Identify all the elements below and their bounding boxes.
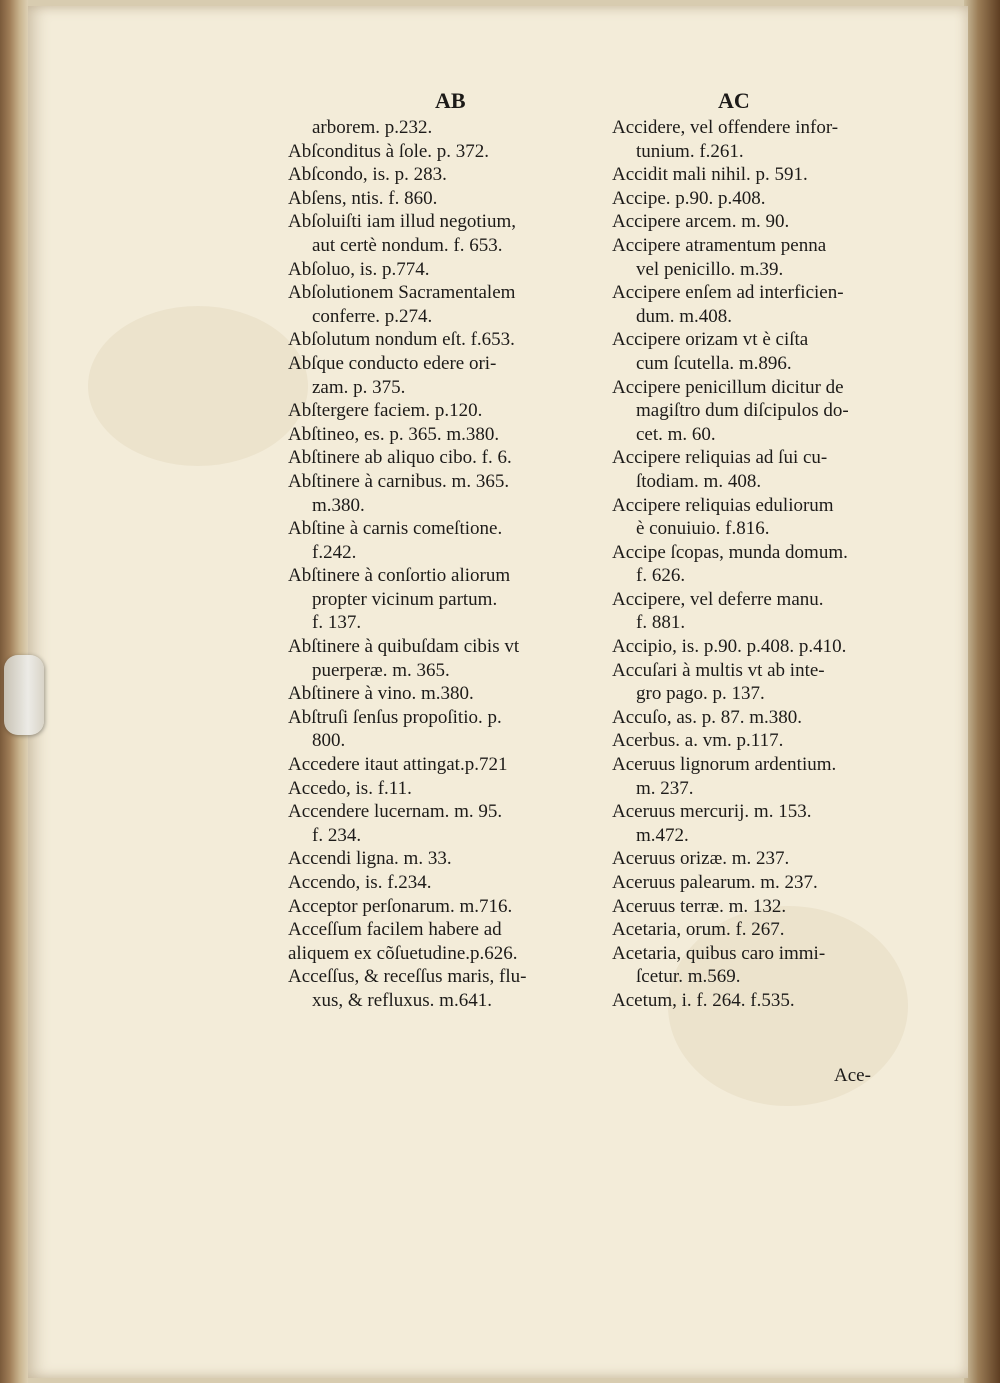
index-entry-line: Accipere atramentum penna [612,234,827,256]
left-column [288,116,598,1013]
index-entry-line: Acetum, i. f. 264. f.535. [612,989,795,1011]
header-right: AC [718,88,750,113]
index-entry-line: Accedo, is. f.11. [288,777,412,799]
index-entry-line: Accipio, is. p.90. p.408. p.410. [612,636,847,658]
index-entry-line: Abſconditus à ſole. p. 372. [288,140,490,162]
index-entry-line: gro pago. p. 137. [636,683,765,705]
index-entry-line: cum ſcutella. m.896. [636,352,792,374]
index-entry-line: Accuſari à multis vt ab inte- [612,659,825,681]
catchword: Ace- [834,1065,871,1086]
index-entry-line: vel penicillo. m.39. [636,258,784,280]
index-entry-line: Accedere itaut attingat.p.721 [288,754,508,776]
index-entry-line: Aceruus lignorum ardentium. [612,754,837,776]
index-entry-line: Accipere penicillum dicitur de [612,376,844,398]
index-entry-line: Abſens, ntis. f. 860. [288,187,438,209]
index-entry-line: Aceruus orizæ. m. 237. [612,848,790,870]
index-entry-line: Accipe ſcopas, munda domum. [612,541,848,563]
index-entry-line: m. 237. [636,777,694,799]
index-entry-line: Abſtruſi ſenſus propoſitio. p. [288,706,502,728]
index-entry-line: è conuiuio. f.816. [636,518,770,540]
index-entry-line: aliquem ex cõſuetudine.p.626. [288,942,518,964]
index-entry-line: tunium. f.261. [636,140,744,162]
page-clip [4,655,44,735]
paper-stain [88,306,308,466]
index-entry-line: ſtodiam. m. 408. [636,470,762,492]
index-entry-line: Abſolutum nondum eſt. f.653. [288,329,515,351]
index-entry-line: zam. p. 375. [312,376,406,398]
index-entry-line: Abſtineo, es. p. 365. m.380. [288,423,500,445]
index-entry-line: Acerbus. a. vm. p.117. [612,730,784,752]
index-entry-line: Abſtinere à conſortio aliorum [288,565,511,587]
index-entry-line: f. 137. [312,612,362,634]
index-entry-line: Accidere, vel offendere infor- [612,117,839,138]
index-entry-line: Accendere lucernam. m. 95. [288,801,503,823]
index-entry-line: aut certè nondum. f. 653. [312,234,503,256]
index-entry-line: Accipere enſem ad interficien- [612,282,844,304]
index-entry-line: Aceruus mercurij. m. 153. [612,801,812,823]
index-entry-line: Aceruus palearum. m. 237. [612,872,818,893]
index-entry-line: Abſoluo, is. p.774. [288,258,430,280]
index-entry-line: conferre. p.274. [312,305,433,327]
index-entry-line: Abſtinere ab aliquo cibo. f. 6. [288,447,512,469]
index-entry-line: xus, & refluxus. m.641. [312,989,492,1011]
index-entry-line: Acceſſum facilem habere ad [288,919,502,941]
index-entry-line: m.472. [636,824,689,846]
index-entry-line: f. 881. [636,612,686,634]
right-column [612,116,930,1013]
index-entry-line: magiſtro dum diſcipulos do- [636,400,849,422]
index-entry-line: Accuſo, as. p. 87. m.380. [612,706,802,728]
index-entry-line: f.242. [312,541,357,563]
index-entry-line: arborem. p.232. [312,117,433,138]
index-entry-line: cet. m. 60. [636,423,716,445]
index-entry-line: dum. m.408. [636,305,733,327]
index-entry-line: Abſtinere à vino. m.380. [288,683,474,705]
running-headers [0,88,1000,118]
index-entry-line: Abſtine à carnis comeſtione. [288,518,503,540]
index-entry-line: Acetaria, quibus caro immi- [612,942,826,964]
index-entry-line: Abſque conducto edere ori- [288,352,497,374]
index-entry-line: f. 234. [312,824,362,846]
header-left: AB [435,88,466,113]
index-entry-line: 800. [312,730,346,752]
index-entry-line: Abſtinere à quibuſdam cibis vt [288,636,520,658]
index-entry-line: m.380. [312,494,365,516]
index-entry-line: ſcetur. m.569. [636,966,741,988]
book-edge-right [964,0,1000,1383]
index-entry-line: puerperæ. m. 365. [312,659,450,681]
index-entry-line: Abſtergere faciem. p.120. [288,400,483,422]
index-entry-line: Accipere arcem. m. 90. [612,211,790,233]
index-entry-line: Abſolutionem Sacramentalem [288,282,516,304]
index-entry-line: Accipere reliquias eduliorum [612,494,834,516]
index-entry-line: Accendo, is. f.234. [288,872,432,893]
index-entry-line: Acceſſus, & receſſus maris, flu- [288,966,527,988]
index-entry-line: Abſoluiſti iam illud negotium, [288,211,516,233]
index-entry-line: Accendi ligna. m. 33. [288,848,452,870]
index-entry-line: Acetaria, orum. f. 267. [612,919,785,941]
index-entry-line: Aceruus terræ. m. 132. [612,895,787,917]
index-entry-line: Accipere reliquias ad ſui cu- [612,447,828,469]
index-entry-line: Accipere orizam vt è ciſta [612,329,809,351]
index-entry-line: Accidit mali nihil. p. 591. [612,164,808,186]
index-entry-line: Acceptor perſonarum. m.716. [288,895,513,917]
index-entry-line: propter vicinum partum. [312,588,498,610]
index-entry-line: f. 626. [636,565,686,587]
index-entry-line: Abſtinere à carnibus. m. 365. [288,470,510,492]
index-entry-line: Accipere, vel deferre manu. [612,588,824,610]
index-entry-line: Abſcondo, is. p. 283. [288,164,447,186]
index-entry-line: Accipe. p.90. p.408. [612,187,766,209]
